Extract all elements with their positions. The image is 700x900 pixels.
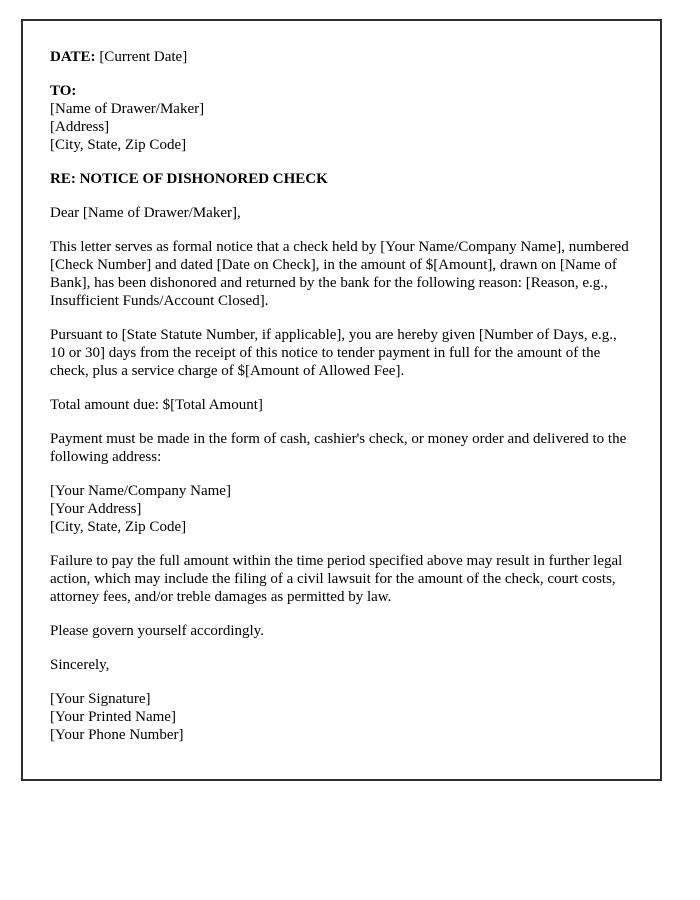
date-line: [50, 48, 633, 66]
to-label: TO:: [50, 83, 77, 99]
demand-paragraph: Pursuant to [State Statute Number, if applicable], you are hereby given [Number of Days, e.g., 10 or 30] days from the receipt of this notice to tender payment in full for the amount of the check, plus a service charge of $[Amount of Allowed Fee].: [50, 327, 617, 379]
recipient-city-line: [City, State, Zip Code]: [50, 137, 187, 153]
recipient-name-line: [Name of Drawer/Maker]: [50, 101, 205, 117]
consequences-paragraph: Failure to pay the full amount within the time period specified above may result in further legal action, which may include the filing of a civil lawsuit for the amount of the check, court costs, attorney fees, and/or treble damages as permitted by law.: [50, 553, 623, 605]
phone-number-line: [Your Phone Number]: [50, 727, 184, 743]
signature-block: [50, 690, 633, 744]
subject-line: [50, 170, 633, 188]
valediction-line: Sincerely,: [50, 657, 110, 673]
notice-paragraph: This letter serves as formal notice that a check held by [Your Name/Company Name], numbered [Check Number] and dated [Date on Check], in the amount of $[Amount], drawn on [Name of Bank], has been dishonored and returned by the bank for the following reason: [Reason, e.g., Insufficient Funds/Account Closed].: [50, 239, 629, 309]
closing-line: Please govern yourself accordingly.: [50, 623, 264, 639]
remit-city-line: [City, State, Zip Code]: [50, 519, 187, 535]
signature-line: [Your Signature]: [50, 691, 151, 707]
salutation-line: Dear [Name of Drawer/Maker],: [50, 205, 241, 221]
subject-text: RE: NOTICE OF DISHONORED CHECK: [50, 171, 328, 187]
dishonored-check-letter: [21, 19, 662, 781]
recipient-block: [50, 82, 633, 154]
remit-name-line: [Your Name/Company Name]: [50, 483, 231, 499]
remit-address-line: [Your Address]: [50, 501, 142, 517]
recipient-address-line: [Address]: [50, 119, 110, 135]
date-value: [Current Date]: [99, 49, 188, 65]
total-due-line: Total amount due: $[Total Amount]: [50, 397, 263, 413]
remit-address-block: [50, 482, 633, 536]
date-label: DATE:: [50, 49, 96, 65]
printed-name-line: [Your Printed Name]: [50, 709, 176, 725]
payment-paragraph: Payment must be made in the form of cash, cashier's check, or money order and delivered to the following address:: [50, 431, 627, 465]
